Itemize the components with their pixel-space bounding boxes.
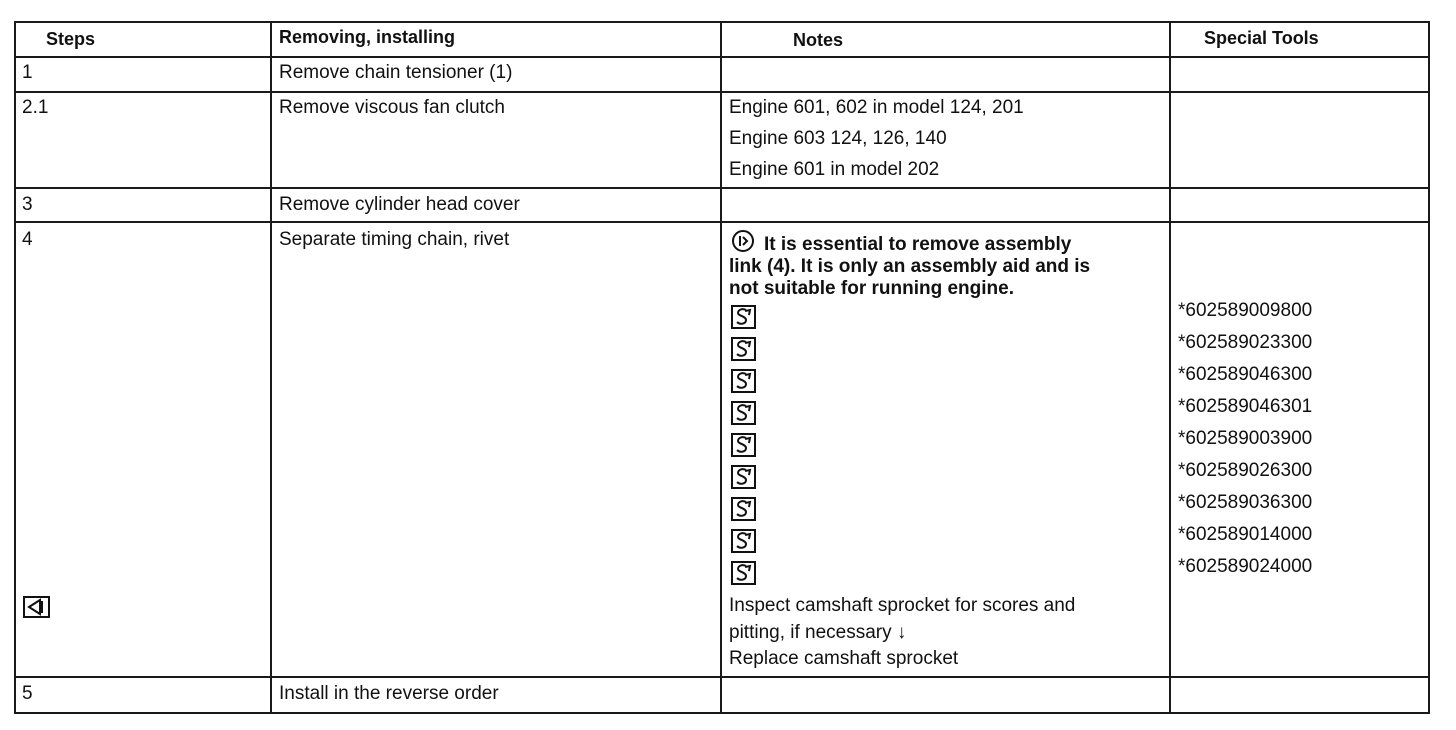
- special-tool-icon: [731, 433, 756, 457]
- inspect-note: Inspect camshaft sprocket for scores and: [729, 595, 1076, 616]
- row-divider: [14, 187, 1430, 189]
- attention-icon: [731, 229, 755, 253]
- special-tool-icon: [731, 497, 756, 521]
- step-action: Remove chain tensioner (1): [279, 62, 513, 83]
- step-action: Install in the reverse order: [279, 683, 499, 704]
- row-divider: [14, 91, 1430, 93]
- special-tool-icon: [731, 337, 756, 361]
- special-tool-number: *602589024000: [1178, 556, 1313, 577]
- special-tool-number: *602589009800: [1178, 300, 1313, 321]
- special-tool-number: *602589026300: [1178, 460, 1313, 481]
- header-steps: Steps: [46, 29, 96, 49]
- step-number: 1: [22, 62, 33, 83]
- header-special-tools: Special Tools: [1204, 28, 1319, 48]
- special-tool-icon: [731, 305, 756, 329]
- inspect-note: Replace camshaft sprocket: [729, 648, 959, 669]
- special-tool-icon: [731, 529, 756, 553]
- header-notes: Notes: [793, 30, 844, 50]
- step-action: Remove cylinder head cover: [279, 194, 520, 215]
- column-divider: [1169, 21, 1171, 714]
- warning-text: not suitable for running engine.: [729, 278, 1014, 299]
- special-tool-number: *602589014000: [1178, 524, 1313, 545]
- special-tool-icon: [731, 401, 756, 425]
- row-divider: [14, 221, 1430, 223]
- warning-text: It is essential to remove assembly: [764, 234, 1072, 255]
- special-tool-icon: [731, 465, 756, 489]
- header-divider: [14, 56, 1430, 58]
- table-border-right: [1428, 21, 1430, 714]
- step-action: Separate timing chain, rivet: [279, 229, 510, 250]
- step-action: Remove viscous fan clutch: [279, 97, 505, 118]
- special-tool-number: *602589046300: [1178, 364, 1313, 385]
- table-border-top: [14, 21, 1430, 23]
- table-border-bottom: [14, 712, 1430, 714]
- note-line: Engine 601 in model 202: [729, 159, 940, 180]
- special-tool-number: *602589036300: [1178, 492, 1313, 513]
- table-border-left: [14, 21, 16, 714]
- special-tool-number: *602589003900: [1178, 428, 1313, 449]
- header-removing-installing: Removing, installing: [279, 27, 456, 47]
- special-tool-number: *602589046301: [1178, 396, 1313, 417]
- note-line: Engine 603 124, 126, 140: [729, 128, 947, 149]
- note-line: Engine 601, 602 in model 124, 201: [729, 97, 1024, 118]
- step-number: 2.1: [22, 97, 49, 118]
- step-number: 4: [22, 229, 33, 250]
- row-divider: [14, 676, 1430, 678]
- special-tool-icon: [731, 369, 756, 393]
- column-divider: [720, 21, 722, 714]
- step-number: 5: [22, 683, 33, 704]
- special-tool-icon: [731, 561, 756, 585]
- warning-text: link (4). It is only an assembly aid and is: [729, 256, 1091, 277]
- special-tool-number: *602589023300: [1178, 332, 1313, 353]
- column-divider: [270, 21, 272, 714]
- inspect-arrow-icon: [23, 596, 50, 618]
- inspect-note: pitting, if necessary ↓: [729, 622, 907, 643]
- step-number: 3: [22, 194, 33, 215]
